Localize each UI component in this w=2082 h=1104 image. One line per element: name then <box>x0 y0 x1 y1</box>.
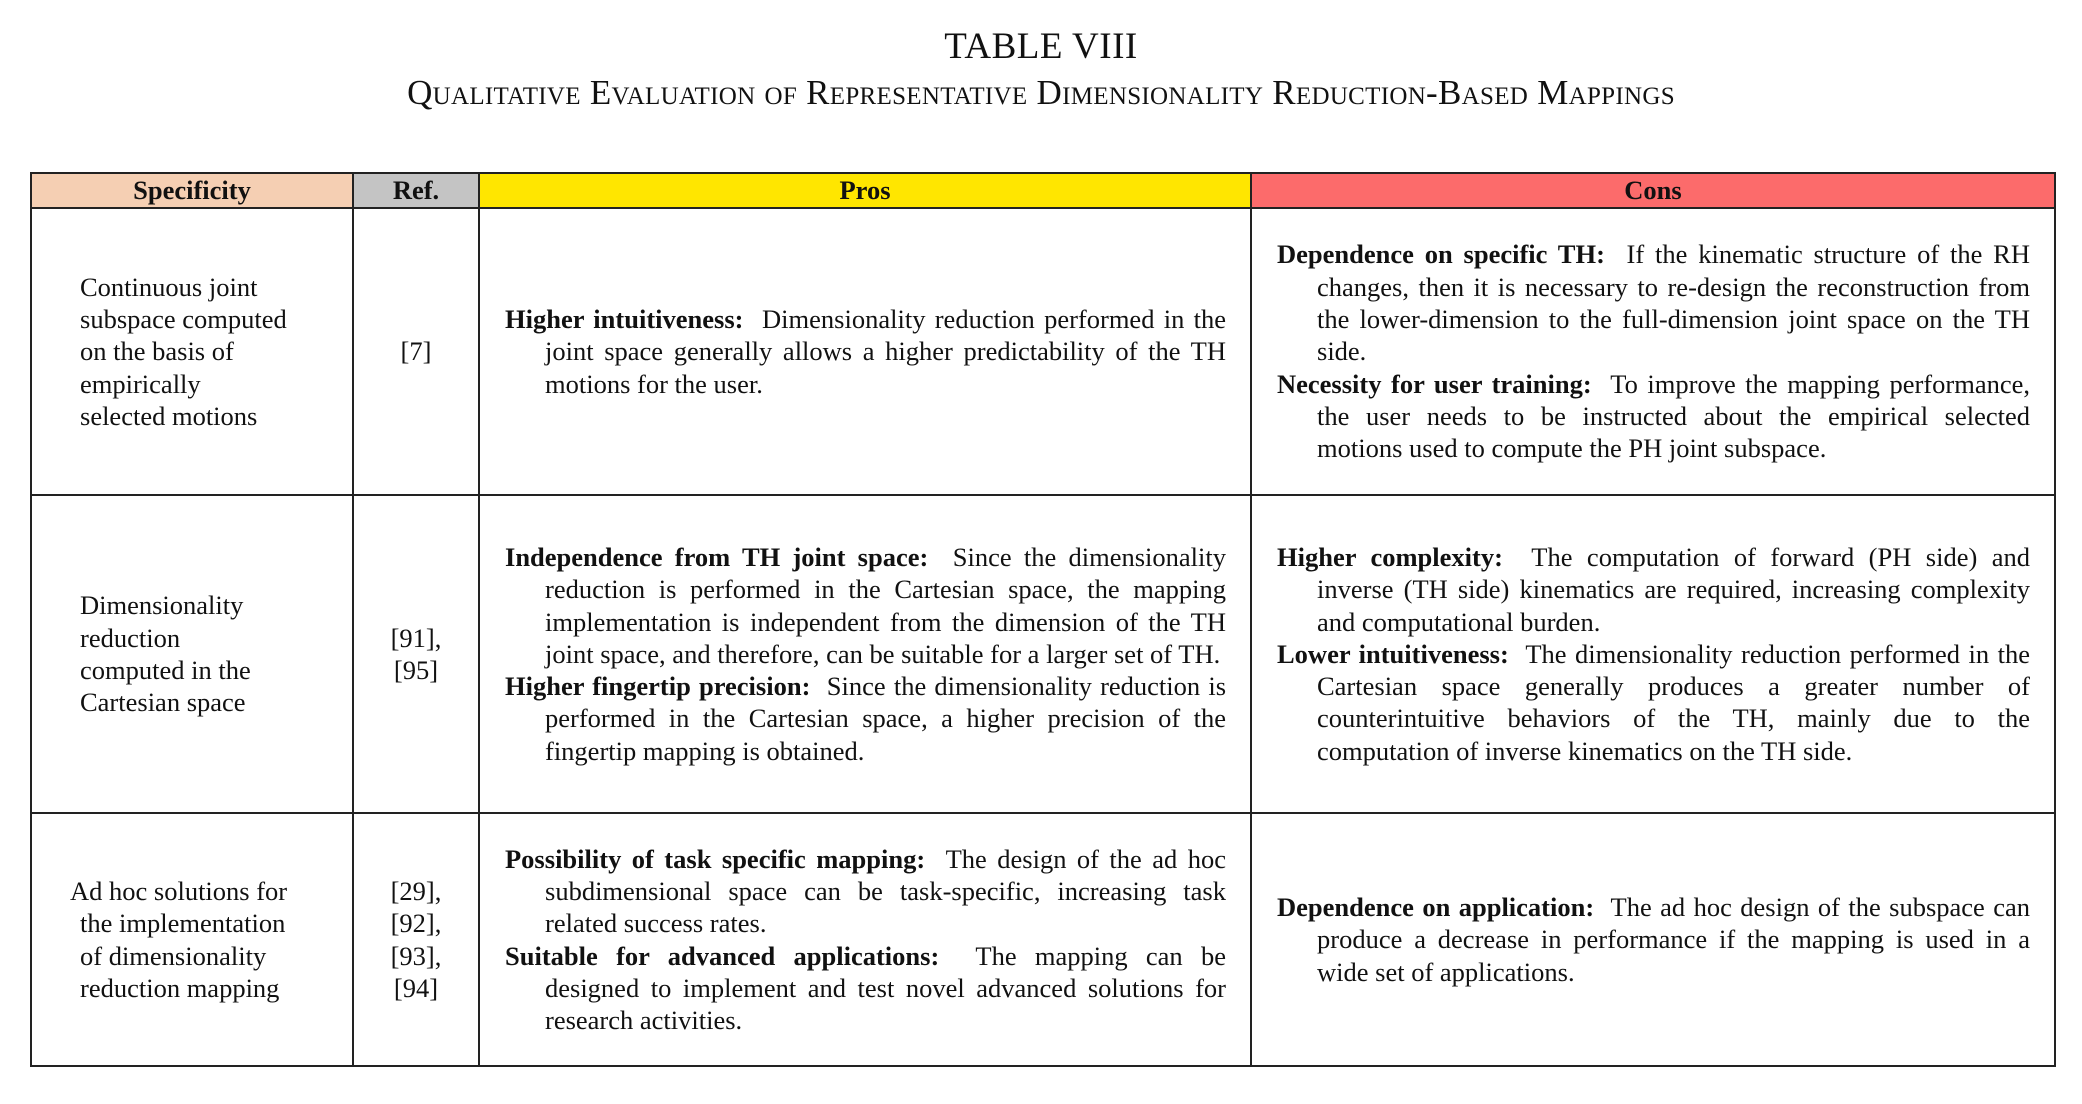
table-caption: Qualitative Evaluation of Representative Dimensionality Reduction-Based Mappings <box>407 73 1675 112</box>
table-title-block <box>0 24 2082 116</box>
evaluation-table <box>30 172 2056 1067</box>
pro-item <box>505 843 1226 940</box>
con-item <box>1277 891 2030 988</box>
specificity-line: Ad hoc solutions for <box>70 875 288 906</box>
pro-text: Since the dimensionality reduction is performed in the Cartesian space, the mapping implementation is independent from the dimension of the TH joint space, and therefore, can be suitable for a larger set of TH. <box>545 541 1227 669</box>
con-text: The ad hoc design of the subspace can produce a decrease in performance if the mapping is used in a wide set of applications. <box>1317 892 2030 987</box>
con-text: To improve the mapping performance, the user needs to be instructed about the empirical selected motions used to compute the PH joint subspace. <box>1317 368 2030 464</box>
ref-citation: [93], <box>390 940 442 971</box>
pros-cell <box>479 208 1251 495</box>
specificity-line: reduction <box>80 622 181 653</box>
pro-title: Possibility of task specific mapping: <box>505 843 926 874</box>
pro-text: Since the dimensionality reduction is performed in the Cartesian space, a higher precision of the fingertip mapping is obtained. <box>545 671 1227 766</box>
specificity-line: Continuous joint <box>80 271 258 302</box>
specificity-line: subspace computed <box>80 304 287 335</box>
table-label: TABLE VIII <box>944 26 1138 67</box>
specificity-line: Cartesian space <box>80 687 246 718</box>
table-row <box>31 813 2055 1066</box>
con-title: Lower intuitiveness: <box>1277 638 1509 669</box>
header-cons: Cons <box>1251 173 2055 208</box>
con-title: Dependence on application: <box>1277 892 1595 923</box>
pro-item <box>505 670 1226 767</box>
ref-citation: [91], <box>390 622 442 653</box>
ref-citation: [29], <box>390 875 442 906</box>
table-row <box>31 208 2055 495</box>
header-specificity: Specificity <box>31 173 353 208</box>
pro-title: Independence from TH joint space: <box>505 541 929 572</box>
con-item <box>1277 638 2030 767</box>
con-title: Necessity for user training: <box>1277 368 1592 399</box>
cons-cell <box>1251 208 2055 495</box>
ref-cell <box>353 208 479 495</box>
pro-title: Suitable for advanced applications: <box>505 940 940 971</box>
table-header-row <box>31 173 2055 208</box>
con-text: The computation of forward (PH side) and inverse (TH side) kinematics are required, increasing complexity and computational burden. <box>1317 541 2030 637</box>
specificity-line: the implementation <box>80 908 286 939</box>
ref-cell <box>353 813 479 1066</box>
specificity-cell <box>31 495 353 813</box>
specificity-line: computed in the <box>80 655 251 685</box>
pro-text: Dimensionality reduction performed in the joint space generally allows a higher predictability of the TH motions for the user. <box>545 304 1227 399</box>
pro-item <box>505 940 1226 1037</box>
cons-cell <box>1251 813 2055 1066</box>
pro-text: The mapping can be designed to implement and test novel advanced solutions for research activities. <box>545 940 1226 1036</box>
con-item <box>1277 368 2030 465</box>
ref-citation: [92], <box>390 908 442 939</box>
con-text: The dimensionality reduction performed in the Cartesian space generally produces a greater number of counterintuitive behaviors of the TH, mainly due to the computation of inverse kinematics on the TH side. <box>1317 638 2030 766</box>
specificity-line: selected motions <box>80 400 258 431</box>
pro-title: Higher fingertip precision: <box>505 671 811 702</box>
pro-title: Higher intuitiveness: <box>505 304 744 335</box>
specificity-line: Dimensionality <box>80 590 244 621</box>
pros-cell <box>479 813 1251 1066</box>
specificity-line: on the basis of <box>80 336 234 367</box>
header-pros: Pros <box>479 173 1251 208</box>
specificity-line: reduction mapping <box>80 972 280 1003</box>
con-text: If the kinematic structure of the RH changes, then it is necessary to re-design the reconstruction from the lower-dimension to the full-dimension joint space on the TH side. <box>1317 239 2030 367</box>
header-ref: Ref. <box>353 173 479 208</box>
table-row <box>31 495 2055 813</box>
specificity-line: empirically <box>80 368 201 399</box>
specificity-line: of dimensionality <box>80 940 267 971</box>
specificity-cell <box>31 208 353 495</box>
specificity-cell <box>31 813 353 1066</box>
pro-item <box>505 541 1226 670</box>
pros-cell <box>479 495 1251 813</box>
con-item <box>1277 238 2030 367</box>
pro-text: The design of the ad hoc subdimensional space can be task-specific, increasing task related success rates. <box>545 843 1226 939</box>
ref-citation: [95] <box>393 655 439 685</box>
ref-citation: [7] <box>400 336 432 367</box>
con-title: Higher complexity: <box>1277 541 1503 572</box>
pro-item <box>505 303 1226 400</box>
ref-citation: [94] <box>393 972 439 1003</box>
ref-cell <box>353 495 479 813</box>
con-item <box>1277 541 2030 638</box>
con-title: Dependence on specific TH: <box>1277 239 1605 270</box>
cons-cell <box>1251 495 2055 813</box>
